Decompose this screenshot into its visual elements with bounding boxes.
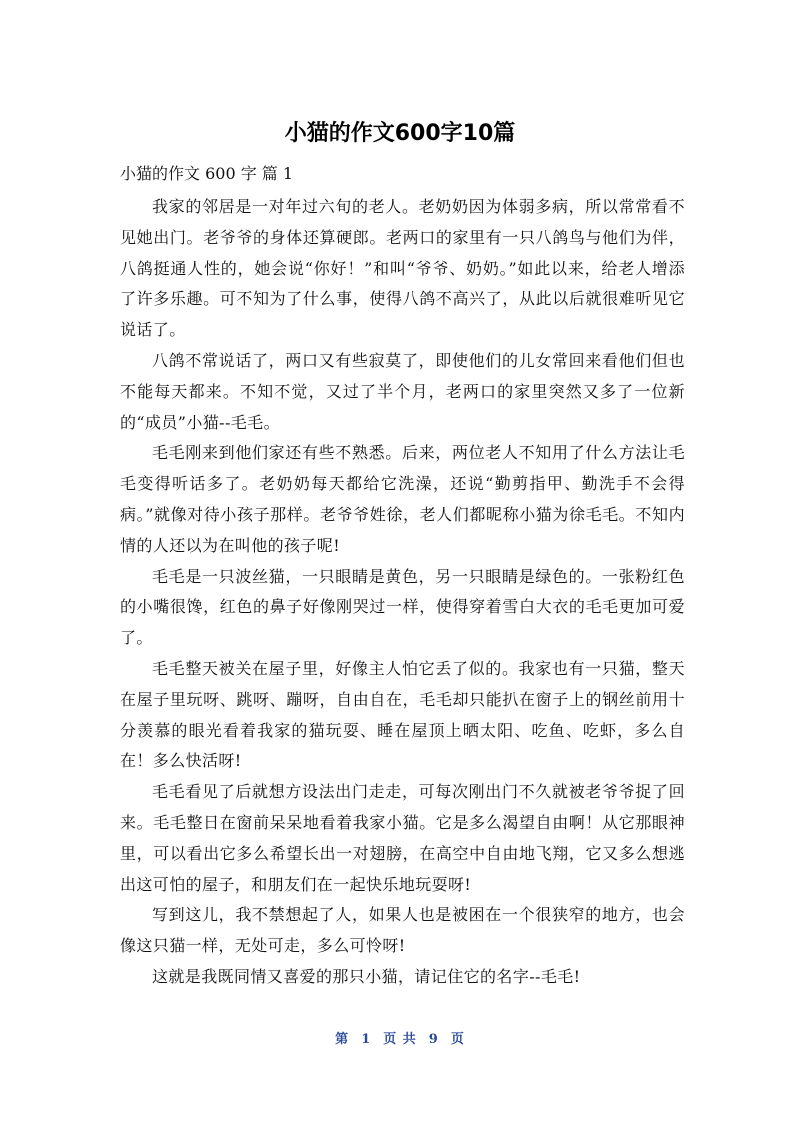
paragraph: 毛毛是一只波丝猫，一只眼睛是黄色，另一只眼睛是绿色的。一张粉红色的小嘴很馋，红色的鼻子好像刚哭过一样，使得穿着雪白大衣的毛毛更加可爱了。 <box>120 566 685 648</box>
paragraph: 毛毛看见了后就想方设法出门走走，可每次刚出门不久就被老爷爷捉了回来。毛毛整日在窗前呆呆地看着我家小猫。它是多么渴望自由啊！从它那眼神里，可以看出它多么希望长出一对翅膀，在高空中自由地飞翔，它又多么想逃出这可怕的屋子，和朋友们在一起快乐地玩耍呀! <box>120 782 685 894</box>
document-title: 小猫的作文600字10篇 <box>284 121 516 146</box>
essay-body <box>120 192 685 993</box>
footer-page-number: 1 <box>361 1032 372 1047</box>
paragraph: 这就是我既同情又喜爱的那只小猫，请记住它的名字--毛毛! <box>152 966 581 986</box>
footer-page-sep: 页 共 <box>383 1032 417 1047</box>
section-heading: 小猫的作文 600 字 篇 1 <box>120 164 294 183</box>
footer-page-suffix: 页 <box>450 1032 465 1047</box>
paragraph: 毛毛刚来到他们家还有些不熟悉。后来，两位老人不知用了什么方法让毛毛变得听话多了。老奶奶每天都给它洗澡，还说“勤剪指甲、勤洗手不会得病。”就像对待小孩子那样。老爷爷姓徐，老人们都昵称小猫为徐毛毛。不知内情的人还以为在叫他的孩子呢! <box>120 443 685 555</box>
paragraph: 写到这儿，我不禁想起了人，如果人也是被困在一个很狭窄的地方，也会像这只猫一样，无处可走，多么可怜呀! <box>120 905 685 956</box>
footer-total-pages: 9 <box>428 1032 439 1047</box>
footer-page-word: 第 <box>335 1032 350 1047</box>
paragraph: 八鸽不常说话了，两口又有些寂莫了，即使他们的儿女常回来看他们但也不能每天都来。不知不觉，又过了半个月，老两口的家里突然又多了一位新的“成员”小猫--毛毛。 <box>120 350 685 432</box>
paragraph: 毛毛整天被关在屋子里，好像主人怕它丢了似的。我家也有一只猫，整天在屋子里玩呀、跳呀、蹦呀，自由自在，毛毛却只能扒在窗子上的钢丝前用十分羡慕的眼光看着我家的猫玩耍、睡在屋顶上晒太阳、吃鱼、吃虾，多么自在！多么快活呀! <box>120 658 685 771</box>
paragraph: 我家的邻居是一对年过六旬的老人。老奶奶因为体弱多病，所以常常看不见她出门。老爷爷的身体还算硬郎。老两口的家里有一只八鸽鸟与他们为伴，八鸽挺通人性的，她会说“你好！”和叫“爷爷、奶奶。”如此以来，给老人增添了许多乐趣。可不知为了什么事，使得八鸽不高兴了，从此以后就很难听见它说话了。 <box>120 197 685 340</box>
page-footer <box>0 1030 800 1050</box>
